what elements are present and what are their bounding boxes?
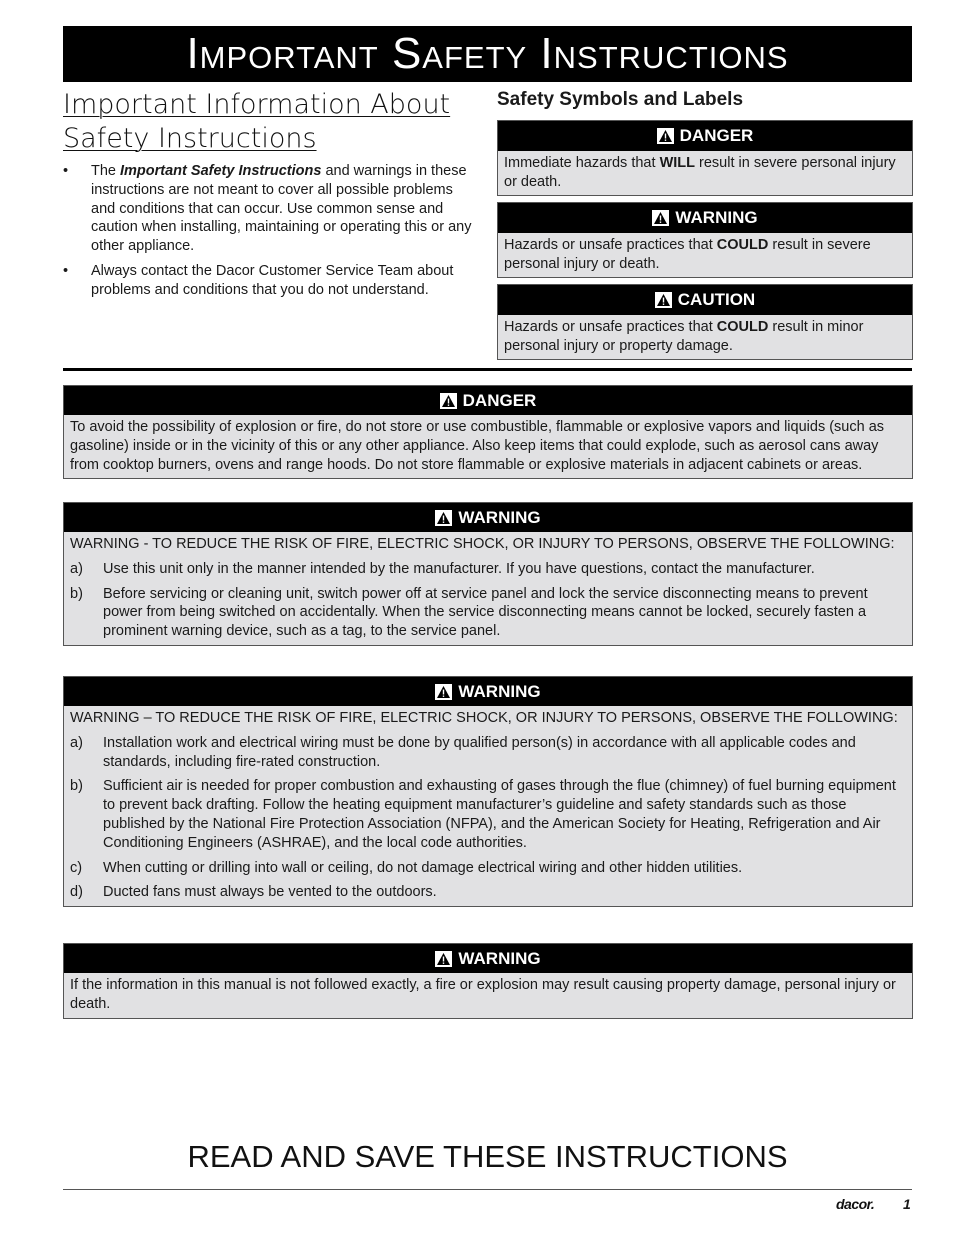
list-item [70,585,906,641]
warning-header [64,503,912,532]
danger-symbol-header [498,121,912,151]
warning-header [64,677,912,706]
danger-symbol-box [497,120,913,196]
read-save-heading: READ AND SAVE THESE INSTRUCTIONS [187,1139,788,1174]
bullet1-pre: The [91,163,121,179]
desc-post: result in severe personal injury or death. [504,155,896,190]
section-title-line1: Important Information About [63,89,451,120]
warning-symbol-box [497,202,913,278]
item-label: b) [70,778,83,795]
warning-label: WARNING [458,507,541,527]
bullet-marker: • [63,163,69,179]
item-text: Ducted fans must always be vented to the outdoors. [103,884,437,901]
warning-box-2 [63,676,913,907]
desc-bold: COULD [716,319,769,335]
list-item [63,262,473,300]
warning-triangle-icon [440,393,457,409]
item-text: Sufficient air is needed for proper combustion and exhausting of gases through the flue (chimney) of fuel burning equipment to prevent back drafting. Follow the heating equipment manufacturer’s guideline and safety standards such as those published by the National Fire Protection Association (NFPA), and the American Society for Heating, Refrigeration and Air Conditioning Engineers (ASHRAE), and the local code authorities. [103,778,896,851]
bullet1-emphasis: Important Safety Instructions [120,163,322,179]
list-item [70,734,906,772]
bullet-marker: • [63,262,69,279]
item-text: Installation work and electrical wiring must be done by qualified person(s) in accordance with all applicable codes and standards, including fire-rated construction. [103,734,856,770]
page-number: 1 [903,1196,911,1212]
warning-triangle-icon [435,951,452,967]
list-item [70,777,906,852]
dacor-logo: dacor. [836,1196,875,1212]
section-title-line2: Safety Instructions [63,123,317,154]
item-label: a) [70,560,83,577]
warning-label: WARNING [458,948,541,968]
danger-symbol-desc [498,151,912,195]
desc-post: result in minor personal injury or property damage. [504,319,864,354]
warning-triangle-icon [652,210,669,226]
warning-triangle-icon [435,510,452,526]
safety-info-section [63,88,473,306]
footer-divider [63,1189,912,1190]
caution-symbol-label: CAUTION [677,290,756,309]
list-item [70,883,906,902]
warning-triangle-icon [655,292,672,308]
warning-label: WARNING [458,681,541,701]
page-banner: Important Safety Instructions [63,26,912,82]
bullet2-text: Always contact the Dacor Customer Service Team about problems and conditions that you do not understand. [91,262,454,298]
warning-triangle-icon [657,128,674,144]
list-item [63,162,473,256]
desc-post: result in severe personal injury or death. [504,237,871,272]
list-item [70,859,906,878]
warning-body [64,532,912,645]
symbols-title: Safety Symbols and Labels [497,89,744,110]
section-title [63,88,473,156]
warning-body: If the information in this manual is not followed exactly, a fire or explosion may result causing property damage, personal injury or death. [70,977,896,1012]
warning-box-1 [63,502,913,646]
caution-symbol-box [497,284,913,360]
item-text: When cutting or drilling into wall or ceiling, do not damage electrical wiring and other hidden utilities. [103,859,743,876]
danger-symbol-label: DANGER [679,126,754,145]
danger-label: DANGER [462,390,537,410]
item-text: Before servicing or cleaning unit, switch power off at service panel and lock the service disconnecting means to prevent power from being switched on accidentally. When the service disconnecting means cannot be locked, securely fasten a prominent warning device, such as a tag, to the service panel. [103,585,868,640]
desc-bold: COULD [716,237,769,253]
warning-symbol-desc [498,233,912,277]
safety-symbols-section [497,88,913,366]
bullet-list [63,162,473,300]
warning-box-3 [63,943,913,1019]
item-text: Use this unit only in the manner intended by the manufacturer. If you have questions, contact the manufacturer. [103,560,815,577]
caution-symbol-desc [498,315,912,359]
desc-pre: Immediate hazards that [504,155,660,171]
danger-body: To avoid the possibility of explosion or fire, do not store or use combustible, flammable or explosive vapors and liquids (such as gasoline) inside or in the vicinity of this or any other appliance. Also keep items that could explode, such as aerosol cans away from cooktop burners, ovens and range hoods. Do not store flammable or explosive materials in adjacent cabinets or areas. [70,419,885,473]
warning-symbol-label: WARNING [675,208,758,227]
item-label: a) [70,734,83,751]
caution-symbol-header [498,285,912,315]
warning-intro: WARNING - TO REDUCE THE RISK OF FIRE, ELECTRIC SHOCK, OR INJURY TO PERSONS, OBSERVE THE FOLLOWING: [70,536,895,552]
warning-body [64,706,912,906]
section-divider [63,368,912,371]
item-label: d) [70,884,83,901]
warning-symbol-header [498,203,912,233]
warning-header [64,944,912,973]
item-label: c) [70,859,83,876]
danger-header [64,386,912,415]
bullet1-post: and warnings in these instructions are not meant to cover all possible problems and conditions that can occur. Use common sense and caution when installing, maintaining or operating this or any other appliance. [91,163,472,255]
danger-box [63,385,913,479]
desc-pre: Hazards or unsafe practices that [504,237,717,253]
warning-intro: WARNING – TO REDUCE THE RISK OF FIRE, ELECTRIC SHOCK, OR INJURY TO PERSONS, OBSERVE THE FOLLOWING: [70,710,898,726]
list-item [70,560,906,579]
warning-triangle-icon [435,684,452,700]
desc-bold: WILL [659,155,695,171]
item-label: b) [70,585,83,602]
desc-pre: Hazards or unsafe practices that [504,319,717,335]
